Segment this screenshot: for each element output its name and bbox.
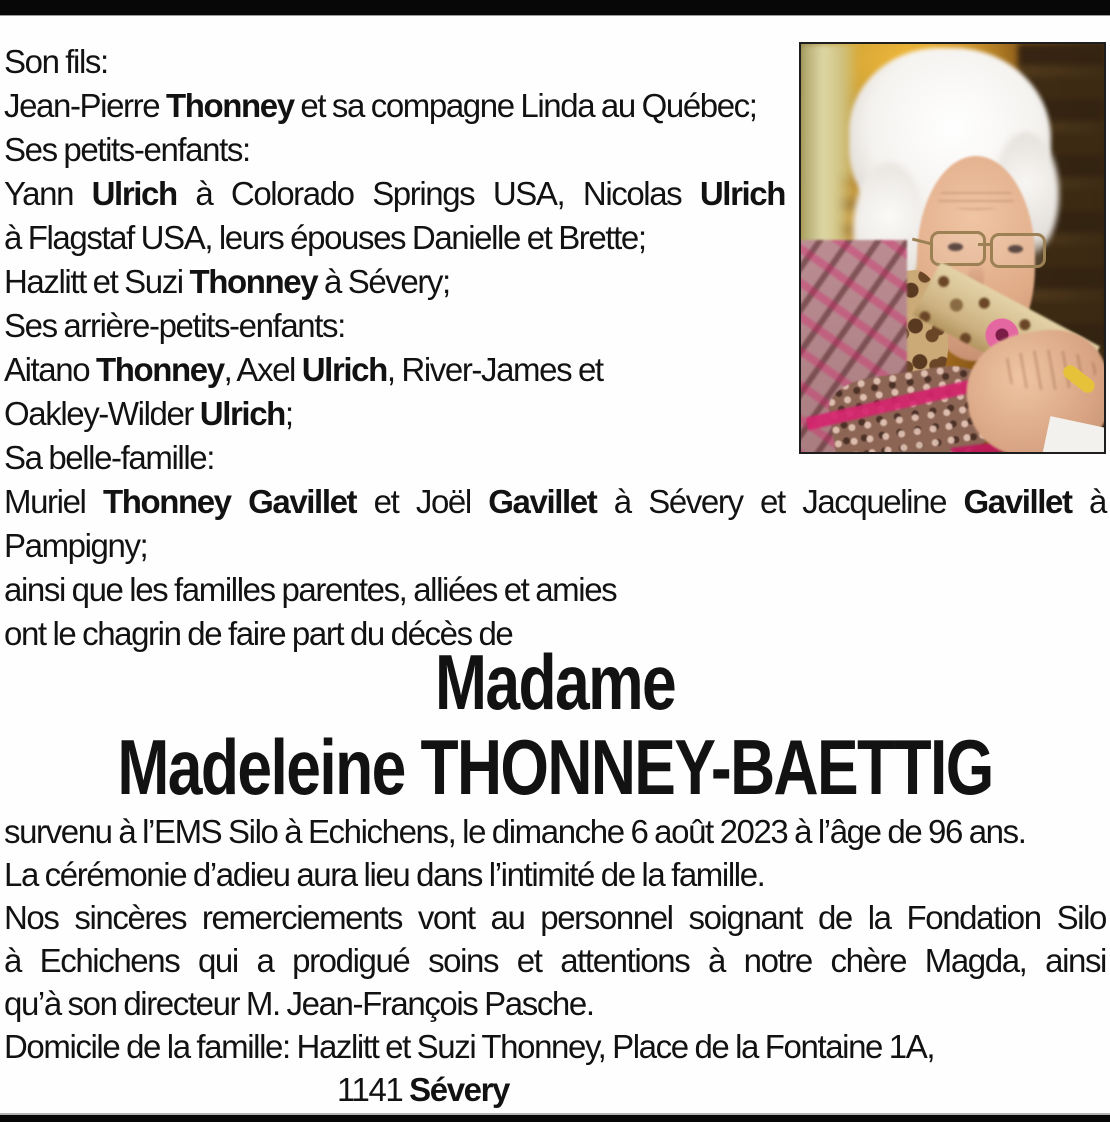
text-segment: , Axel — [223, 351, 302, 388]
bold-name-segment: Sévery — [409, 1071, 510, 1108]
notice-line — [4, 810, 1106, 853]
text-segment: Nos sincères remerciements vont au personnel soignant de la Fondation Silo — [4, 899, 1106, 936]
detail-lines — [4, 810, 1106, 1111]
text-segment: et sa compagne Linda au Québec; — [293, 87, 757, 124]
bold-name-segment: Ulrich — [199, 395, 285, 432]
deceased-name-text: Madeleine THONNEY-BAETTIG — [117, 723, 993, 811]
text-segment: Muriel — [4, 483, 103, 520]
text-segment: Ses arrière-petits-enfants: — [4, 307, 345, 344]
text-segment: à Sévery; — [317, 263, 450, 300]
text-segment: Aitano — [4, 351, 96, 388]
photo-glasses-left-lens — [930, 231, 986, 266]
title-line-name — [4, 725, 1106, 810]
notice-line — [4, 896, 1106, 939]
bold-name-segment: Ulrich — [91, 175, 177, 212]
bold-name-segment: Thonney Gavillet — [102, 483, 357, 520]
top-black-bar — [0, 0, 1110, 16]
text-segment: Oakley-Wilder — [4, 395, 200, 432]
bold-name-segment: Ulrich — [699, 175, 785, 212]
bold-name-segment: Thonney — [165, 87, 294, 124]
photo-glasses-right-lens — [990, 233, 1046, 268]
text-segment: Jean-Pierre — [4, 87, 166, 124]
notice-line — [4, 939, 1106, 982]
deceased-title-block — [4, 640, 1106, 810]
bottom-black-bar — [0, 1113, 1110, 1122]
text-segment: survenu à l’EMS Silo à Echichens, le dimanche 6 août 2023 à l’âge de 96 ans. — [4, 813, 1026, 850]
notice-line — [337, 1068, 1106, 1111]
text-segment: à Flagstaf USA, leurs épouses Danielle et Brette; — [4, 219, 646, 256]
text-segment: Son fils: — [4, 43, 108, 80]
text-segment: 1141 — [337, 1071, 410, 1108]
title-text: Madame — [434, 638, 676, 726]
bold-name-segment: Ulrich — [301, 351, 387, 388]
text-segment: Sa belle-famille: — [4, 439, 214, 476]
text-segment: qu’à son directeur M. Jean-François Pasche. — [4, 985, 594, 1022]
notice-line — [4, 524, 1106, 568]
text-segment: Hazlitt et Suzi — [4, 263, 190, 300]
text-segment: Yann — [4, 175, 92, 212]
notice-line — [4, 1025, 1106, 1068]
portrait-photo — [799, 42, 1106, 454]
text-segment: à Colorado Springs USA, Nicolas — [176, 175, 700, 212]
notice-line — [4, 480, 1106, 524]
notice-content — [4, 15, 1106, 1111]
text-segment: Ses petits-enfants: — [4, 131, 250, 168]
bold-name-segment: Thonney — [95, 351, 224, 388]
bold-name-segment: Thonney — [189, 263, 318, 300]
text-segment: Domicile de la famille: Hazlitt et Suzi Thonney, Place de la Fontaine 1A, — [4, 1028, 935, 1065]
text-segment: ; — [284, 395, 293, 432]
text-segment: et Joël — [356, 483, 489, 520]
text-segment: ainsi que les familles parentes, alliées et amies — [4, 571, 617, 608]
photo-glasses-bridge — [978, 243, 992, 246]
photo-forehead-wrinkles — [937, 186, 1015, 210]
text-segment: à Echichens qui a prodigué soins et attentions à notre chère Magda, ainsi — [4, 942, 1106, 979]
text-segment: à Sévery et Jacqueline — [596, 483, 964, 520]
bold-name-segment: Gavillet — [488, 483, 597, 520]
notice-line — [4, 853, 1106, 896]
notice-line — [4, 982, 1106, 1025]
text-segment: Pampigny; — [4, 527, 148, 564]
bold-name-segment: Gavillet — [963, 483, 1072, 520]
text-segment: à — [1071, 483, 1106, 520]
text-segment: ont le chagrin de faire part du décès de — [4, 615, 513, 652]
text-segment: , River-James et — [386, 351, 603, 388]
notice-line — [4, 568, 1106, 612]
text-segment: La cérémonie d’adieu aura lieu dans l’intimité de la famille. — [4, 856, 765, 893]
